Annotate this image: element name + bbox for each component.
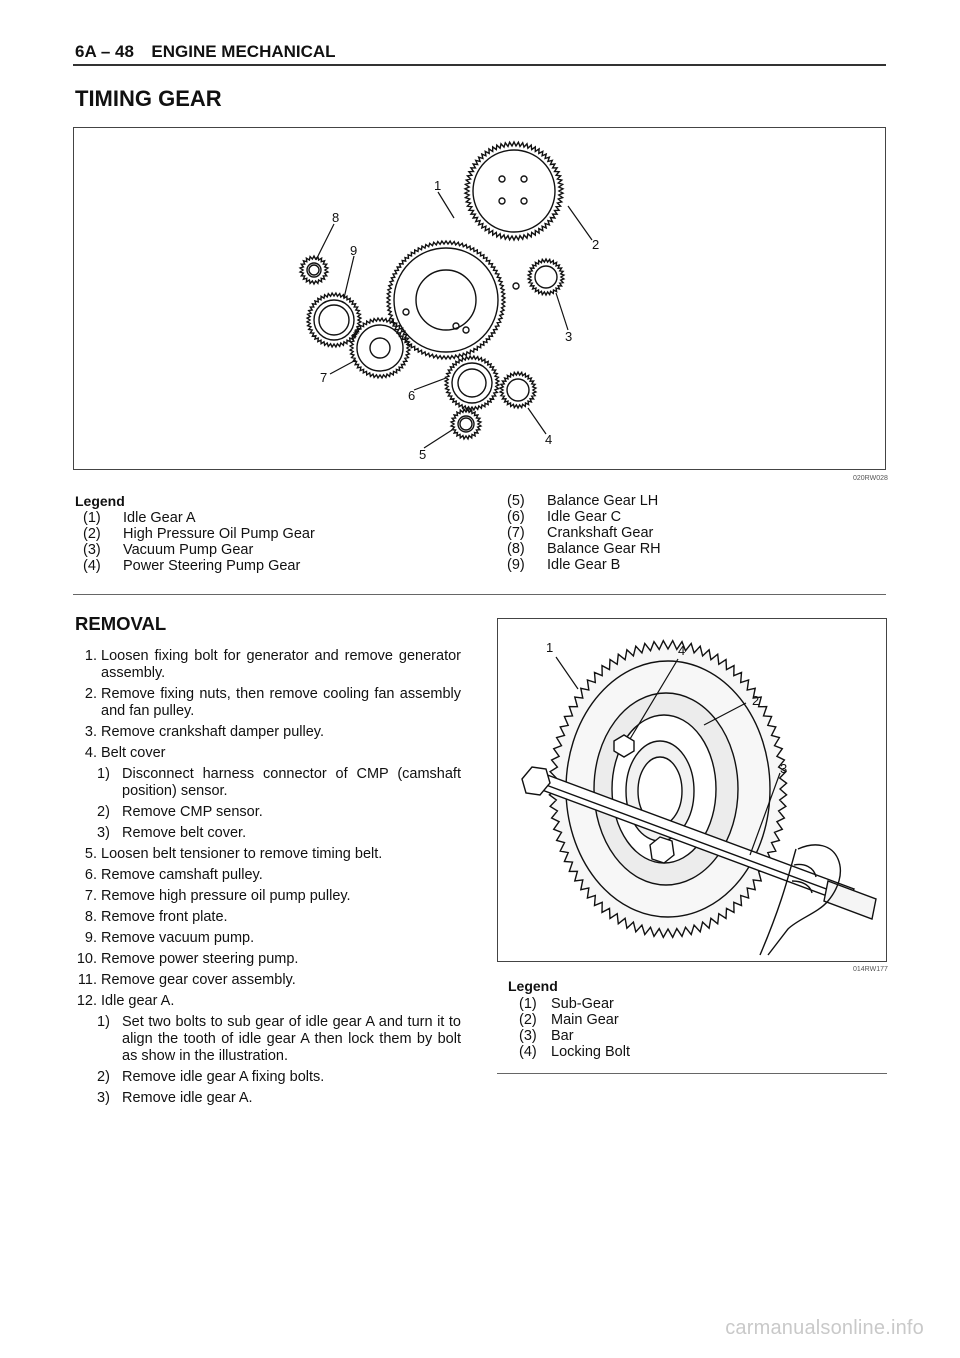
callout-leader xyxy=(414,378,446,390)
crankshaft-gear-hub xyxy=(370,338,390,358)
callout-3: 3 xyxy=(565,329,573,344)
callout-5: 5 xyxy=(419,447,427,462)
high-pressure-oil-pump-gear-rim xyxy=(473,150,555,232)
legend-item: (2) High Pressure Oil Pump Gear xyxy=(83,526,315,542)
idle-gear-c xyxy=(445,356,499,410)
callout-7: 7 xyxy=(320,370,328,385)
step-item: 10. Remove power steering pump. xyxy=(76,951,299,967)
timing-gear-figure xyxy=(73,127,886,470)
idle-gear-a-rim xyxy=(394,248,498,352)
high-pressure-oil-pump-gear-hole xyxy=(499,198,505,204)
callout-3: 3 xyxy=(780,761,788,776)
step-item: 5. Loosen belt tensioner to remove timing belt. xyxy=(84,846,383,862)
step-item: 12. Idle gear A. xyxy=(76,993,175,1009)
step-item: 8. Remove front plate. xyxy=(84,909,228,925)
legend-divider xyxy=(73,594,886,595)
idle-gear-b-hub xyxy=(319,305,349,335)
high-pressure-oil-pump-gear-hole xyxy=(499,176,505,182)
step-item: 6. Remove camshaft pulley. xyxy=(84,867,263,883)
callout-4: 4 xyxy=(545,432,553,447)
legend-item: (2) Main Gear xyxy=(519,1012,619,1028)
timing-gear-illustration xyxy=(74,128,885,469)
substep-item: 2) Remove idle gear A fixing bolts. xyxy=(97,1069,325,1085)
callout-leader xyxy=(330,360,356,374)
callout-leader xyxy=(438,192,454,218)
callout-2: 2 xyxy=(752,693,760,708)
removal-steps xyxy=(75,648,461,1111)
legend-item: (9) Idle Gear B xyxy=(507,557,621,573)
step-item: 11. Remove gear cover assembly. xyxy=(77,972,296,988)
vacuum-pump-gear-rim xyxy=(535,266,557,288)
idle-gear-a-hub xyxy=(416,270,476,330)
callout-1: 1 xyxy=(546,640,554,655)
page-header xyxy=(75,42,336,62)
callout-9: 9 xyxy=(350,243,358,258)
high-pressure-oil-pump-gear-hole xyxy=(521,198,527,204)
legend-item: (8) Balance Gear RH xyxy=(507,541,661,557)
callout-4: 4 xyxy=(678,643,686,658)
step-item: 7. Remove high pressure oil pump pulley. xyxy=(84,888,351,904)
figure2-legend-heading: Legend xyxy=(508,978,558,994)
legend-item: (7) Crankshaft Gear xyxy=(507,525,654,541)
idle-gear-a-hole xyxy=(463,327,469,333)
idle-gear-b xyxy=(307,293,361,347)
substep-item: 3) Remove belt cover. xyxy=(97,825,247,841)
balance-gear-lh-hub xyxy=(460,418,472,430)
power-steering-pump-gear xyxy=(500,372,536,408)
legend-item: (4) Power Steering Pump Gear xyxy=(83,558,301,574)
balance-gear-lh xyxy=(451,409,481,439)
crankshaft-gear-rim xyxy=(357,325,403,371)
legend-item: (6) Idle Gear C xyxy=(507,509,622,525)
substep-item: 1) Set two bolts to sub gear of idle gear A and turn it to align the tooth of idle gear A then lock them by bolt as show in the illustration. xyxy=(97,1014,461,1064)
figure2-code: 014RW177 xyxy=(853,966,888,973)
step-item: 4. Belt cover xyxy=(84,745,166,761)
removal-heading: REMOVAL xyxy=(75,613,167,634)
idle-gear-lock-figure xyxy=(497,618,887,962)
legend-item: (1) Sub-Gear xyxy=(519,996,614,1012)
idle-gear-b-rim xyxy=(314,300,354,340)
callout-leader xyxy=(568,206,592,240)
callout-leader xyxy=(424,430,452,448)
figure2-legend-divider xyxy=(497,1073,887,1074)
legend-item: (3) Bar xyxy=(519,1028,574,1044)
step-item: 9. Remove vacuum pump. xyxy=(84,930,255,946)
substep-item: 2) Remove CMP sensor. xyxy=(97,804,263,820)
substep-item: 1) Disconnect harness connector of CMP (camshaft position) sensor. xyxy=(97,766,461,799)
callout-8: 8 xyxy=(332,210,340,225)
substep-item: 3) Remove idle gear A. xyxy=(97,1090,253,1106)
callout-leader xyxy=(528,408,546,434)
high-pressure-oil-pump-gear xyxy=(465,142,563,240)
power-steering-pump-gear-rim xyxy=(507,379,529,401)
idle-gear-a xyxy=(387,241,505,359)
idle-gear-a-hole xyxy=(513,283,519,289)
figure1-code: 020RW028 xyxy=(853,475,888,482)
legend-item: (3) Vacuum Pump Gear xyxy=(83,542,254,558)
figure1-legend-right xyxy=(507,493,661,573)
callout-2: 2 xyxy=(592,237,600,252)
page-reference: 6A – 48 xyxy=(75,42,134,61)
callout-6: 6 xyxy=(408,388,416,403)
idle-gear-c-hub xyxy=(458,369,486,397)
balance-gear-rh-hub xyxy=(309,265,319,275)
vacuum-pump-gear xyxy=(528,259,564,295)
section-title: ENGINE MECHANICAL xyxy=(151,42,336,61)
idle-gear-a-hole xyxy=(403,309,409,315)
step-item: 1. Loosen fixing bolt for generator and remove generator assembly. xyxy=(84,648,461,681)
page-title: TIMING GEAR xyxy=(75,86,222,111)
callout-leader xyxy=(556,657,578,689)
step-item: 2. Remove fixing nuts, then remove cooling fan assembly and fan pulley. xyxy=(84,686,461,719)
idle-gear-lock-illustration xyxy=(498,619,886,961)
callout-leader xyxy=(316,224,334,260)
figure1-legend-left xyxy=(83,510,315,574)
callout-1: 1 xyxy=(434,178,442,193)
step-item: 3. Remove crankshaft damper pulley. xyxy=(84,724,324,740)
balance-gear-rh xyxy=(300,256,328,284)
high-pressure-oil-pump-gear-hole xyxy=(521,176,527,182)
legend-item: (4) Locking Bolt xyxy=(519,1044,630,1060)
legend-item: (5) Balance Gear LH xyxy=(507,493,659,509)
callout-leader xyxy=(344,256,354,298)
callout-leader xyxy=(556,293,568,330)
figure2-legend xyxy=(519,996,630,1060)
legend-item: (1) Idle Gear A xyxy=(83,510,196,526)
header-rule xyxy=(73,64,886,66)
watermark: carmanualsonline.info xyxy=(725,1317,924,1339)
figure1-legend-heading: Legend xyxy=(75,493,125,509)
